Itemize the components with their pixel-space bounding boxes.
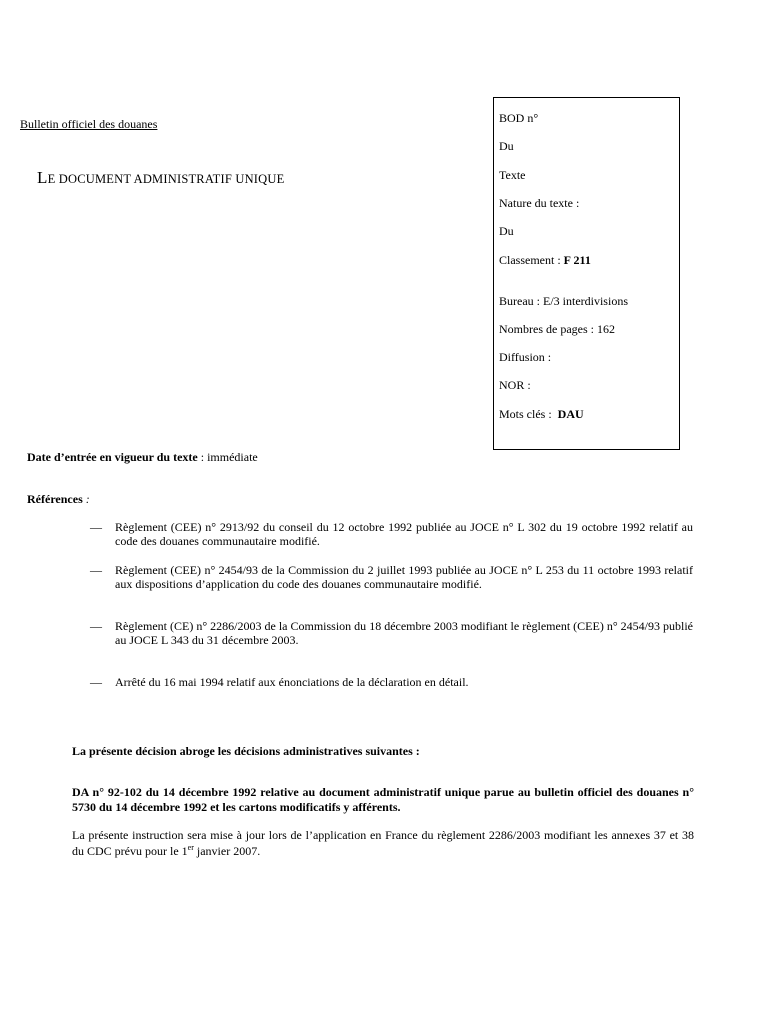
- du-date-2: Du: [499, 224, 514, 238]
- document-title: [37, 168, 284, 188]
- update-note: [72, 827, 694, 859]
- reference-item: [90, 520, 693, 548]
- nor: NOR :: [499, 378, 531, 392]
- title-initial: L: [37, 168, 48, 187]
- update-note-text: La présente instruction sera mise à jour lors de l’application en France du règlement 2286/2003 modifiant les annexes 37 et 38 du CDC prévu pour le 1: [72, 828, 694, 858]
- title-rest: E DOCUMENT ADMINISTRATIF UNIQUE: [47, 172, 285, 186]
- reference-text: Règlement (CEE) n° 2913/92 du conseil du 12 octobre 1992 publiée au JOCE n° L 302 du 19 octobre 1992 relatif au code des douanes communautaire modifié.: [115, 520, 693, 548]
- bureau: Bureau : E/3 interdivisions: [499, 294, 628, 308]
- effective-date-label: Date d’entrée en vigueur du texte: [27, 450, 198, 464]
- abrogation-heading: La présente décision abroge les décisions administratives suivantes :: [72, 744, 420, 758]
- dash-bullet: —: [90, 675, 102, 689]
- info-box: [493, 97, 680, 450]
- reference-item: [90, 619, 693, 647]
- diffusion: Diffusion :: [499, 350, 552, 364]
- update-note-end: janvier 2007.: [193, 844, 261, 858]
- reference-item: [90, 675, 693, 689]
- nature-label: Nature du texte :: [499, 196, 580, 210]
- dash-bullet: —: [90, 619, 102, 633]
- references-colon: :: [82, 492, 90, 506]
- mots-cles-label: Mots clés :: [499, 407, 552, 421]
- classement-value: F 211: [563, 253, 591, 267]
- mots-cles-value: DAU: [557, 407, 584, 421]
- reference-text: Règlement (CEE) n° 2454/93 de la Commission du 2 juillet 1993 publiée au JOCE n° L 253 du 11 octobre 1993 relatif aux dispositions d’application du code des douanes communautaire modifié.: [115, 563, 693, 591]
- dash-bullet: —: [90, 520, 102, 534]
- ordinal-superscript: er: [187, 843, 194, 852]
- references-heading: [27, 492, 90, 507]
- classement: [499, 253, 591, 268]
- bulletin-title: Bulletin officiel des douanes: [20, 117, 158, 131]
- du-date-1: Du: [499, 139, 514, 153]
- bod-number: BOD n°: [499, 111, 539, 125]
- reference-item: [90, 563, 693, 591]
- dash-bullet: —: [90, 563, 102, 577]
- texte-label: Texte: [499, 168, 526, 182]
- reference-text: Règlement (CE) n° 2286/2003 de la Commission du 18 décembre 2003 modifiant le règlement (CEE) n° 2454/93 publié au JOCE L 343 du 31 décembre 2003.: [115, 619, 693, 647]
- effective-date-value: : immédiate: [197, 450, 258, 464]
- abrogated-decision: DA n° 92-102 du 14 décembre 1992 relative au document administratif unique parue au bulletin officiel des douanes n° 5730 du 14 décembre 1992 et les cartons modificatifs y afférents.: [72, 785, 694, 814]
- page-count: Nombres de pages : 162: [499, 322, 615, 336]
- classement-label: Classement :: [499, 253, 561, 267]
- reference-text: Arrêté du 16 mai 1994 relatif aux énonciations de la déclaration en détail.: [115, 675, 469, 689]
- references-label: Références: [27, 492, 83, 506]
- effective-date: [27, 450, 258, 465]
- mots-cles: [499, 407, 584, 422]
